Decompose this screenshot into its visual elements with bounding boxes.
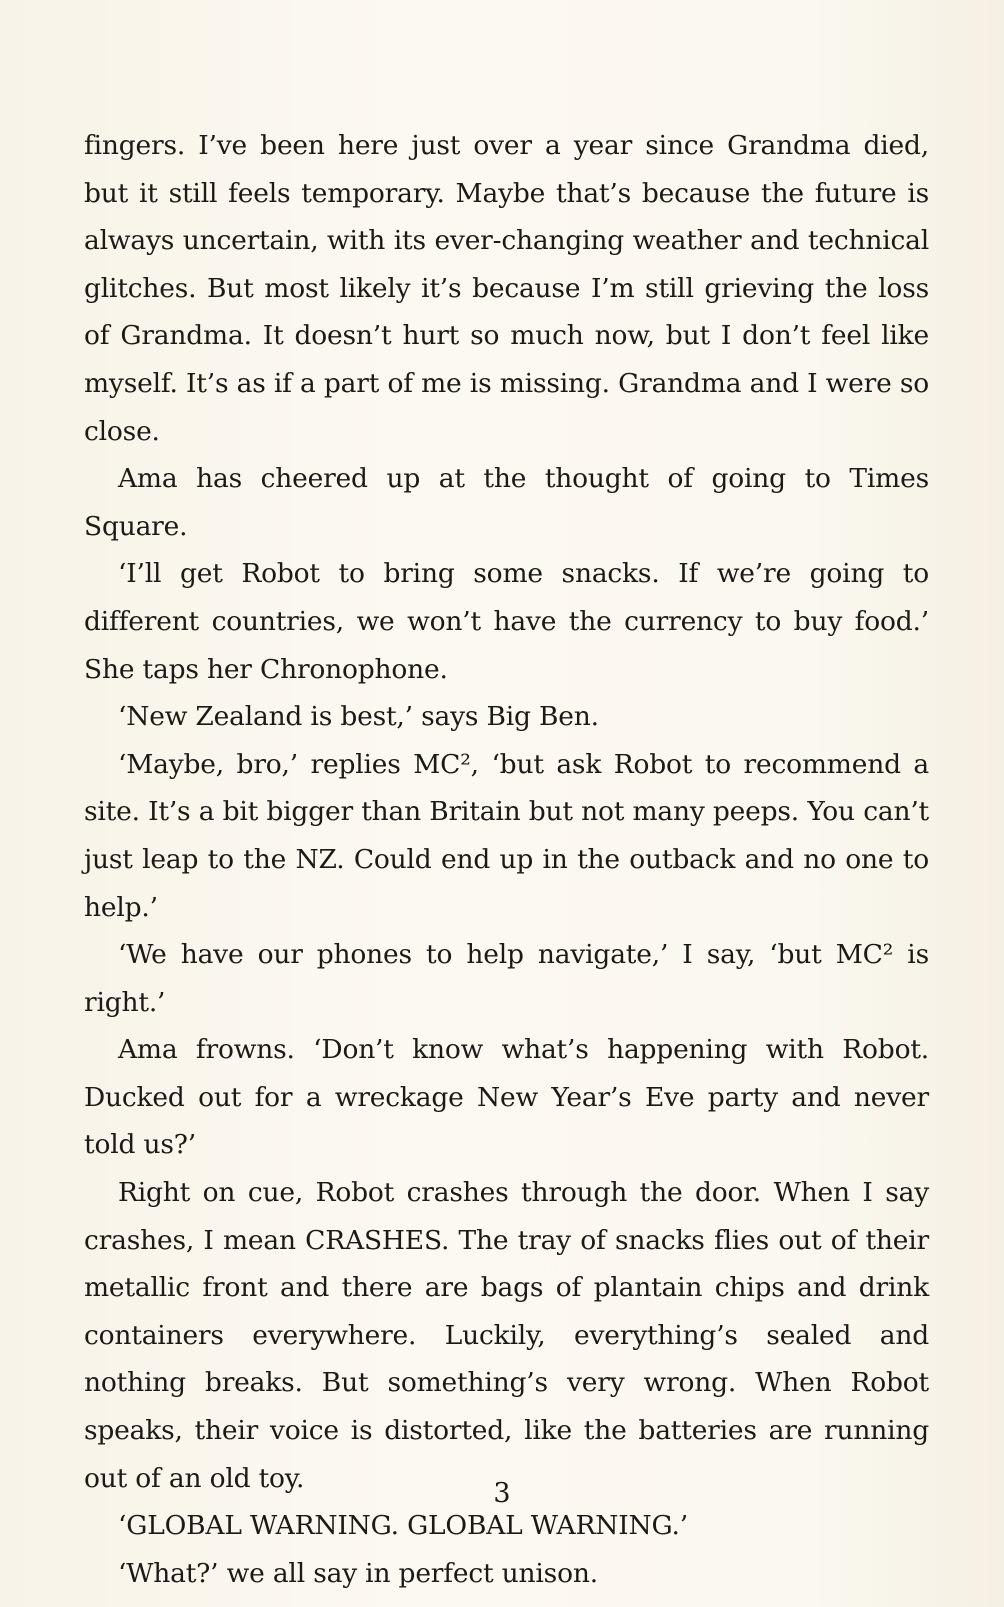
paragraph: ‘I’ll get Robot to bring some snacks. If we’re going to different countries, we won’t have the currency to buy food.’ She taps her Chronophone. [84,558,929,685]
body-text [84,122,929,1597]
paragraph: Ama has cheered up at the thought of going to Times Square. [84,463,929,542]
paragraph: ‘Maybe, bro,’ replies MC², ‘but ask Robot to recommend a site. It’s a bit bigger than Britain but not many peeps. You can’t just leap to the NZ. Could end up in the outback and no one to help.’ [84,748,929,923]
paragraph: ‘What?’ we all say in perfect unison. [118,1557,598,1589]
paragraph: ‘GLOBAL WARNING. GLOBAL WARNING.’ [118,1510,688,1542]
paragraph: Ama frowns. ‘Don’t know what’s happening with Robot. Ducked out for a wreckage New Year’s Eve party and never told us?’ [84,1034,929,1161]
paragraph: Right on cue, Robot crashes through the door. When I say crashes, I mean CRASHES. The tray of snacks flies out of their metallic front and there are bags of plantain chips and drink containers everywhere. Luckily, everything’s sealed and nothing breaks. But something’s very wrong. When Robot speaks, their voice is distorted, like the batteries are running out of an old toy. [84,1177,929,1494]
paragraph: fingers. I’ve been here just over a year since Grandma died, but it still feels temporary. Maybe that’s because the future is always uncertain, with its ever-changing weather and technical glitches. But most likely it’s because I’m still grieving the loss of Grandma. It doesn’t hurt so much now, but I don’t feel like myself. It’s as if a part of me is missing. Grandma and I were so close. [84,130,929,447]
paragraph: ‘New Zealand is best,’ says Big Ben. [118,701,599,733]
paragraph: ‘We have our phones to help navigate,’ I say, ‘but MC² is right.’ [84,939,929,1018]
page-number: 3 [493,1478,511,1509]
